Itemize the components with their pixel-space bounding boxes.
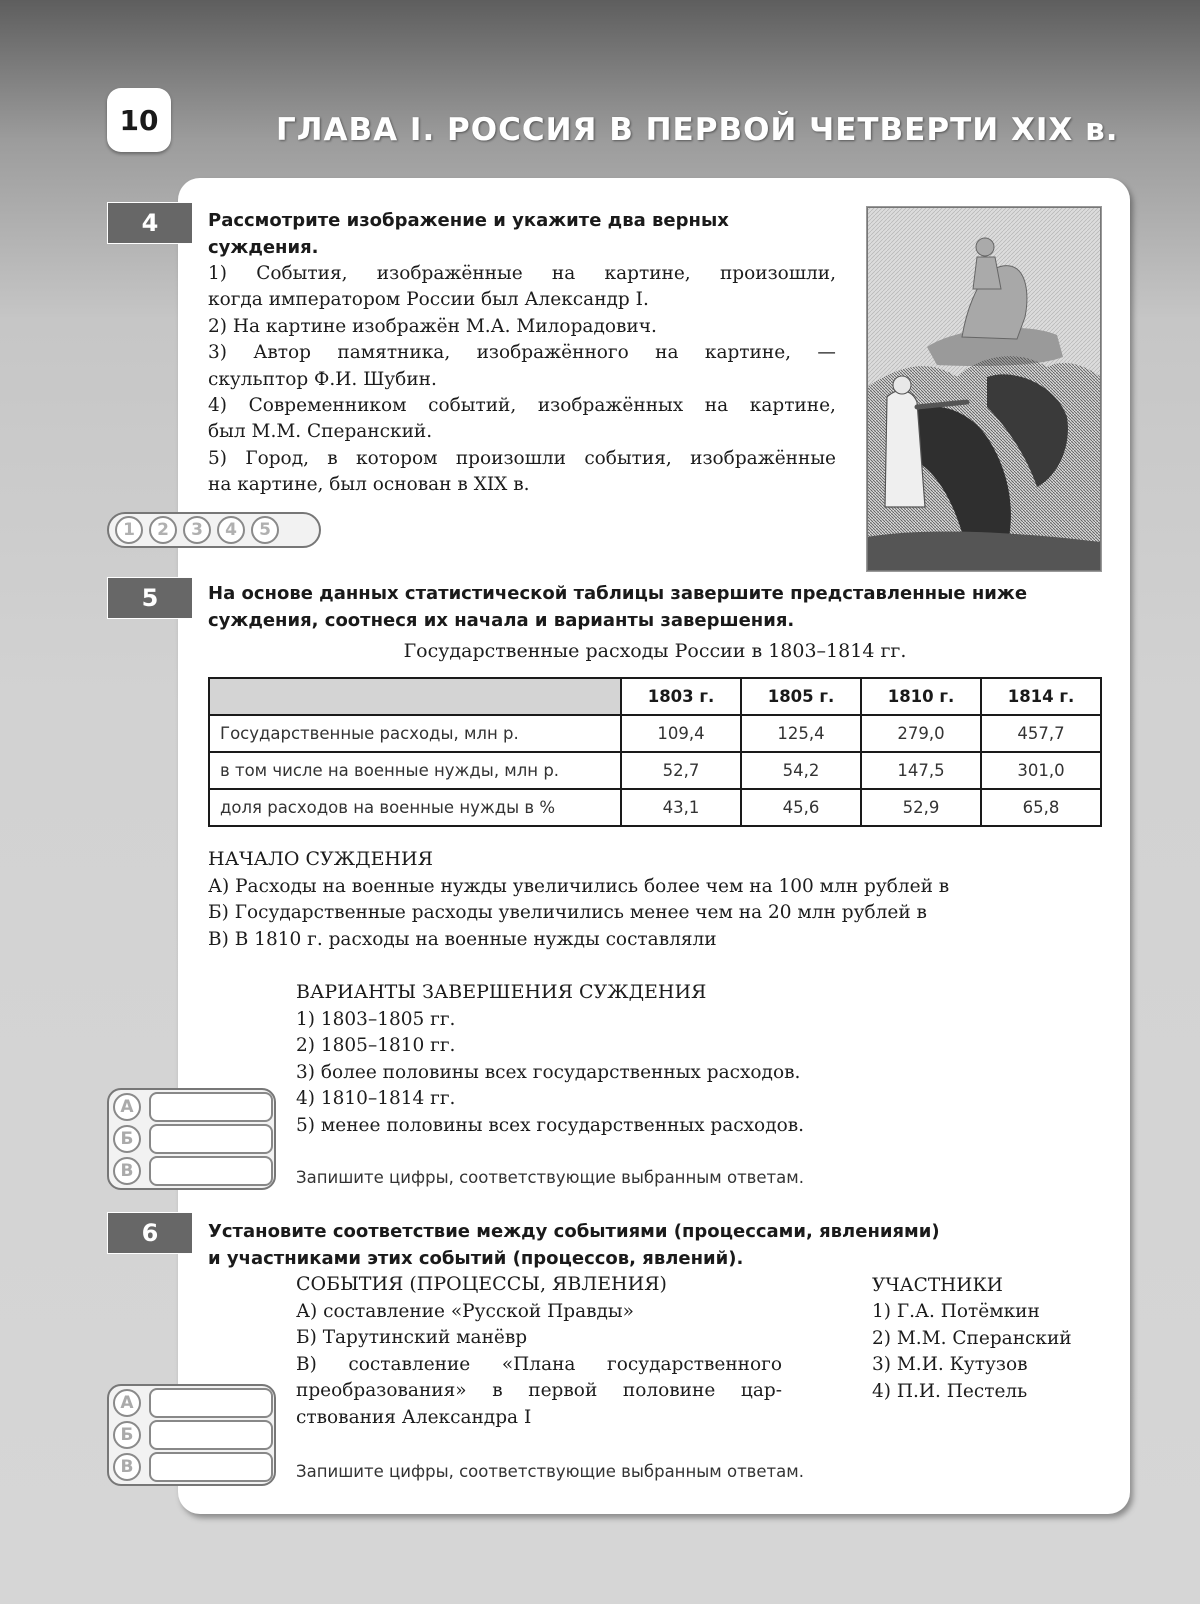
answer-input-v[interactable] bbox=[149, 1156, 273, 1186]
option-line: когда императором России был Александр I. bbox=[208, 289, 649, 311]
table-row bbox=[209, 715, 1101, 752]
task-4-answer-digits[interactable] bbox=[107, 512, 321, 548]
answer-input-b[interactable] bbox=[149, 1420, 273, 1450]
beginnings-title: НАЧАЛО СУЖДЕНИЯ bbox=[208, 848, 433, 870]
answer-input-a[interactable] bbox=[149, 1388, 273, 1418]
task-6-answer-block bbox=[107, 1384, 276, 1486]
answer-row-b bbox=[113, 1420, 274, 1450]
beginning-line: Б) Государственные расходы увеличились менее чем на 20 млн рублей в bbox=[208, 902, 927, 924]
option-line: 2) На картине изображён М.А. Милорадович. bbox=[208, 315, 657, 337]
ending-line: 5) менее половины всех государственных расходов. bbox=[296, 1114, 805, 1136]
option-line: на картине, был основан в XIX в. bbox=[208, 474, 530, 496]
answer-letter: А bbox=[113, 1389, 141, 1417]
task-4-options bbox=[208, 261, 836, 499]
instruction-line: суждения, соотнеся их начала и варианты завершения. bbox=[208, 610, 795, 631]
table-header-cell: 1810 г. bbox=[861, 678, 981, 715]
task-4-badge: 4 bbox=[107, 202, 193, 244]
answer-row-v bbox=[113, 1156, 274, 1186]
table-cell: 54,2 bbox=[741, 752, 861, 789]
task-5-instruction bbox=[208, 580, 1027, 634]
table-caption: Государственные расходы России в 1803–1814 гг. bbox=[403, 640, 907, 662]
table-row bbox=[209, 752, 1101, 789]
beginning-line: А) Расходы на военные нужды увеличились более чем на 100 млн рублей в bbox=[208, 876, 950, 897]
endings-title: ВАРИАНТЫ ЗАВЕРШЕНИЯ СУЖДЕНИЯ bbox=[296, 981, 707, 1003]
table-cell: в том числе на военные нужды, млн р. bbox=[209, 752, 621, 789]
option-line: 3) Автор памятника, изображённого на картине, — bbox=[208, 342, 836, 364]
answer-letter: В bbox=[113, 1157, 141, 1185]
option-line: скульптор Ф.И. Шубин. bbox=[208, 368, 437, 390]
answer-letter: Б bbox=[113, 1125, 141, 1153]
option-line: был М.М. Сперанский. bbox=[208, 421, 433, 443]
task-5-answer-block bbox=[107, 1088, 276, 1190]
painting-engraving-image bbox=[867, 207, 1101, 571]
event-line: Б) Тарутинский манёвр bbox=[296, 1327, 528, 1349]
answer-digit-5[interactable]: 5 bbox=[251, 516, 279, 544]
chapter-title: ГЛАВА I. РОССИЯ В ПЕРВОЙ ЧЕТВЕРТИ XIX в. bbox=[276, 112, 1119, 148]
events-title: СОБЫТИЯ (ПРОЦЕССЫ, ЯВЛЕНИЯ) bbox=[296, 1273, 667, 1295]
answer-digit-1[interactable]: 1 bbox=[115, 516, 143, 544]
instruction-line: и участниками этих событий (процессов, явлений). bbox=[208, 1248, 744, 1269]
page-number: 10 bbox=[107, 88, 171, 152]
answer-row-b bbox=[113, 1124, 274, 1154]
beginnings-list bbox=[208, 874, 949, 953]
event-line: ствования Александра I bbox=[296, 1406, 532, 1428]
participants-title: УЧАСТНИКИ bbox=[872, 1275, 1003, 1296]
table-cell: 279,0 bbox=[861, 715, 981, 752]
ending-line: 4) 1810–1814 гг. bbox=[296, 1088, 456, 1110]
table-cell: 52,9 bbox=[861, 789, 981, 826]
answer-row-a bbox=[113, 1092, 274, 1122]
ending-line: 1) 1803–1805 гг. bbox=[296, 1009, 456, 1030]
table-cell: 65,8 bbox=[981, 789, 1101, 826]
table-header-row bbox=[209, 678, 1101, 715]
event-line: преобразования» в первой половине цар- bbox=[296, 1380, 782, 1402]
beginning-line: В) В 1810 г. расходы на военные нужды составляли bbox=[208, 928, 717, 950]
table-cell: Государственные расходы, млн р. bbox=[209, 715, 621, 752]
instruction-line: Установите соответствие между событиями (процессами, явлениями) bbox=[208, 1221, 940, 1242]
table-cell: 147,5 bbox=[861, 752, 981, 789]
ending-line: 3) более половины всех государственных расходов. bbox=[296, 1061, 801, 1083]
task-6-badge: 6 bbox=[107, 1212, 193, 1254]
answer-input-a[interactable] bbox=[149, 1092, 273, 1122]
table-cell: доля расходов на военные нужды в % bbox=[209, 789, 621, 826]
event-line: В) составление «Плана государственного bbox=[296, 1353, 782, 1375]
answer-row-a bbox=[113, 1388, 274, 1418]
table-header-cell: 1805 г. bbox=[741, 678, 861, 715]
answer-letter: В bbox=[113, 1453, 141, 1481]
task-4-instruction bbox=[208, 207, 729, 261]
task-5-note: Запишите цифры, соответствующие выбранным ответам. bbox=[296, 1168, 804, 1187]
instruction-line: Рассмотрите изображение и укажите два верных bbox=[208, 210, 729, 231]
option-line: 1) События, изображённые на картине, произошли, bbox=[208, 263, 836, 284]
instruction-line: суждения. bbox=[208, 237, 319, 258]
event-line: А) составление «Русской Правды» bbox=[296, 1301, 634, 1322]
statistics-table bbox=[208, 677, 1102, 827]
option-line: 4) Современником событий, изображённых на картине, bbox=[208, 395, 836, 417]
option-line: 5) Город, в котором произошли события, изображённые bbox=[208, 447, 836, 469]
answer-letter: Б bbox=[113, 1421, 141, 1449]
table-cell: 43,1 bbox=[621, 789, 741, 826]
instruction-line: На основе данных статистической таблицы завершите представленные ниже bbox=[208, 583, 1028, 604]
table-cell: 301,0 bbox=[981, 752, 1101, 789]
events-list bbox=[296, 1299, 782, 1431]
endings-list bbox=[296, 1007, 804, 1139]
table-cell: 457,7 bbox=[981, 715, 1101, 752]
participant-line: 2) М.М. Сперанский bbox=[872, 1327, 1072, 1349]
participant-line: 3) М.И. Кутузов bbox=[872, 1354, 1028, 1376]
answer-digit-4[interactable]: 4 bbox=[217, 516, 245, 544]
participants-list bbox=[872, 1273, 1072, 1405]
task-6-instruction bbox=[208, 1218, 940, 1272]
participant-line: 4) П.И. Пестель bbox=[872, 1380, 1028, 1402]
answer-letter: А bbox=[113, 1093, 141, 1121]
answer-input-b[interactable] bbox=[149, 1124, 273, 1154]
answer-input-v[interactable] bbox=[149, 1452, 273, 1482]
table-cell: 52,7 bbox=[621, 752, 741, 789]
task-6-note: Запишите цифры, соответствующие выбранным ответам. bbox=[296, 1462, 804, 1481]
ending-line: 2) 1805–1810 гг. bbox=[296, 1035, 456, 1057]
answer-digit-2[interactable]: 2 bbox=[149, 516, 177, 544]
table-cell: 45,6 bbox=[741, 789, 861, 826]
answer-digit-3[interactable]: 3 bbox=[183, 516, 211, 544]
answer-row-v bbox=[113, 1452, 274, 1482]
painting-illustration bbox=[866, 206, 1102, 572]
table-cell: 109,4 bbox=[621, 715, 741, 752]
table-header-cell: 1803 г. bbox=[621, 678, 741, 715]
table-row bbox=[209, 789, 1101, 826]
task-5-badge: 5 bbox=[107, 577, 193, 619]
table-cell: 125,4 bbox=[741, 715, 861, 752]
participant-line: 1) Г.А. Потёмкин bbox=[872, 1301, 1040, 1323]
table-header-cell: 1814 г. bbox=[981, 678, 1101, 715]
table-header-cell bbox=[209, 678, 621, 715]
